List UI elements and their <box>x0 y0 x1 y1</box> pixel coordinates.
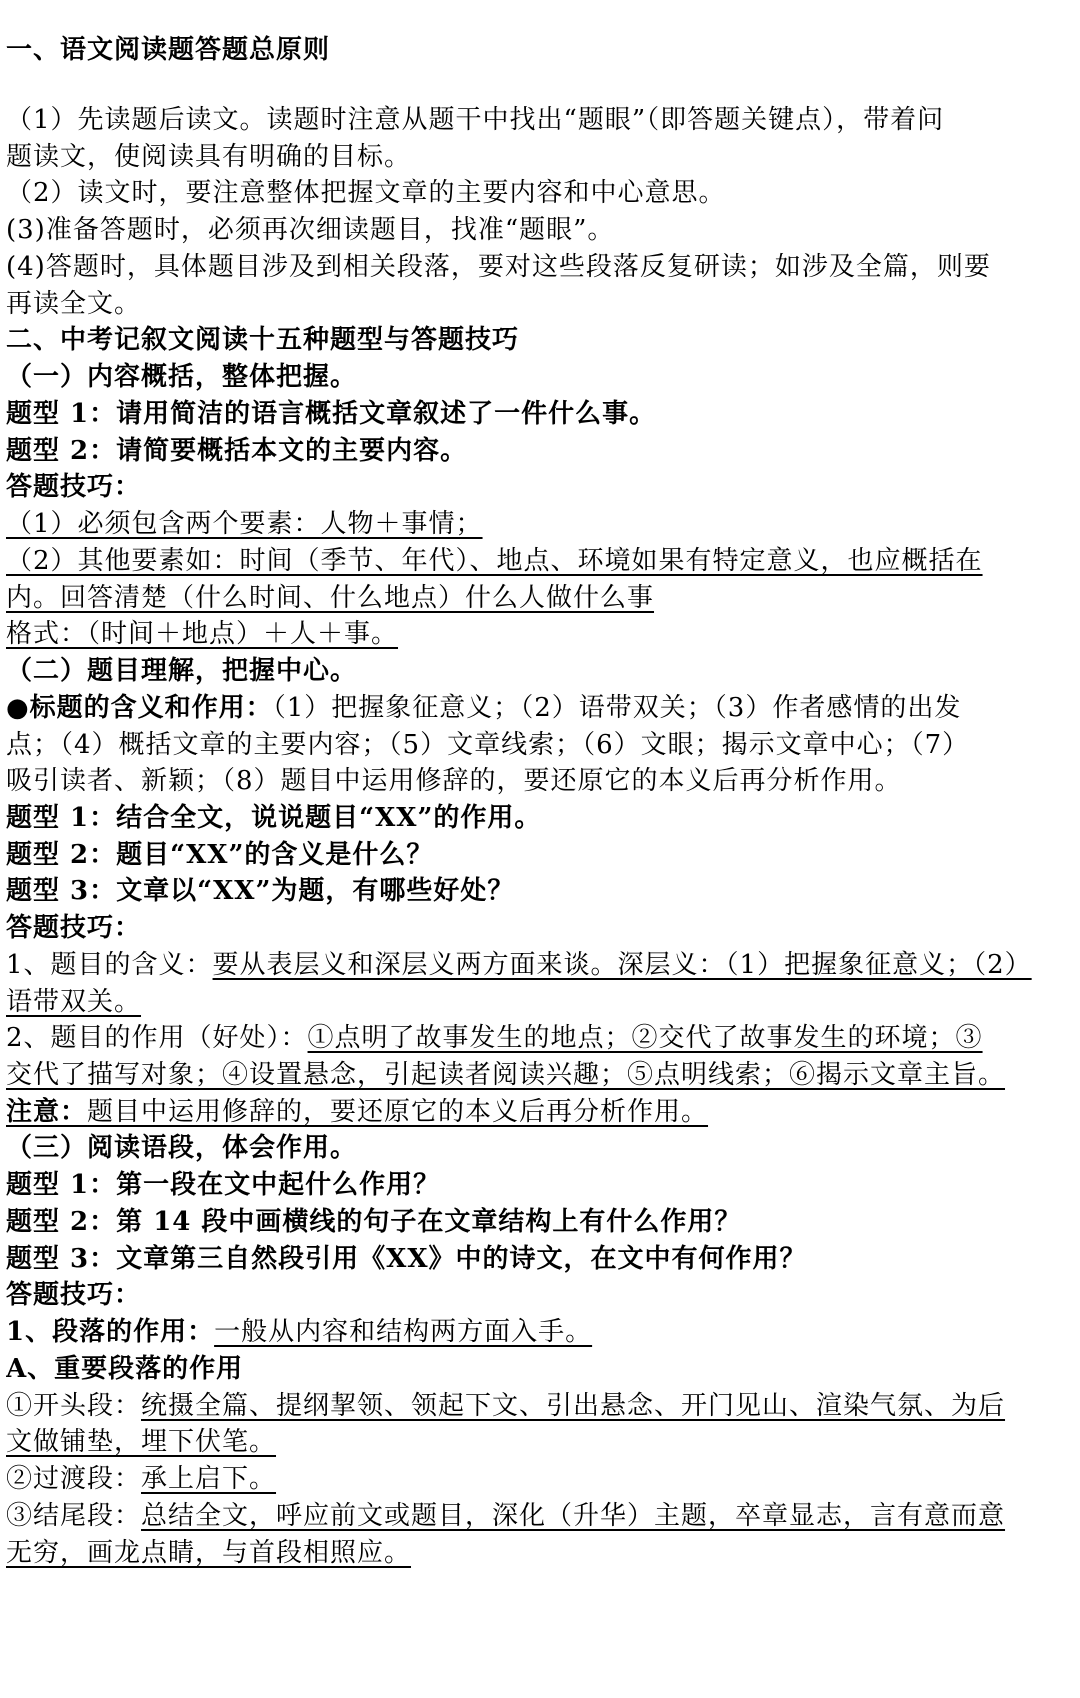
text-segment: 总结全文，呼应前文或题目，深化（升华）主题，卒章显志，言有意而意 <box>141 1501 1006 1531</box>
text-line <box>6 800 1072 836</box>
text-line <box>6 1130 1072 1166</box>
text-segment: 题型 3：文章以“XX”为题，有哪些好处？ <box>6 876 515 906</box>
text-segment: ①开头段： <box>6 1391 142 1421</box>
text-segment: 二、中考记叙文阅读十五种题型与答题技巧 <box>6 325 520 355</box>
text-segment: 题型 1：请用简洁的语言概括文章叙述了一件什么事。 <box>6 399 657 429</box>
text-segment: （一）内容概括，整体把握。 <box>6 362 358 392</box>
text-segment: ②过渡段： <box>6 1464 142 1494</box>
text-segment: 题型 1：结合全文，说说题目“XX”的作用。 <box>6 803 542 833</box>
text-segment: 要从表层义和深层义两方面来谈。深层义：（1）把握象征意义；（2） <box>212 950 1032 980</box>
text-line <box>6 1461 1072 1497</box>
text-segment: 再读全文。 <box>6 289 142 319</box>
text-line <box>6 1535 1072 1571</box>
text-line <box>6 506 1072 542</box>
text-segment: 答题技巧： <box>6 913 142 943</box>
text-line <box>6 837 1072 873</box>
text-segment: 题型 2：请简要概括本文的主要内容。 <box>6 436 468 466</box>
text-segment: 吸引读者、新颖；（8）题目中运用修辞的，要还原它的本义后再分析作用。 <box>6 766 902 796</box>
text-segment: A、重要段落的作用 <box>6 1354 244 1384</box>
text-segment: （1）把握象征意义；（2）语带双关；（3）作者感情的出发 <box>272 693 962 723</box>
text-segment: （2）其他要素如：时间（季节、年代）、地点、环境如果有特定意义，也应概括在 <box>6 546 983 576</box>
text-line <box>6 1277 1072 1313</box>
text-line <box>6 1167 1072 1203</box>
text-line <box>6 580 1072 616</box>
text-segment: (3)准备答题时，必须再次细读题目，找准“题眼”。 <box>6 215 615 245</box>
text-line <box>6 653 1072 689</box>
text-line <box>6 690 1072 726</box>
text-line <box>6 947 1072 983</box>
text-line <box>6 1241 1072 1277</box>
text-segment: （三）阅读语段，体会作用。 <box>6 1133 358 1163</box>
text-line <box>6 359 1072 395</box>
text-line <box>6 1424 1072 1460</box>
text-segment: (4)答题时，具体题目涉及到相关段落，要对这些段落反复研读；如涉及全篇，则要 <box>6 252 991 282</box>
text-line <box>6 616 1072 652</box>
text-segment: （二）题目理解，把握中心。 <box>6 656 358 686</box>
text-segment: （1）先读题后读文。读题时注意从题干中找出“题眼”（即答题关键点），带着问 <box>6 105 945 135</box>
text-line <box>6 873 1072 909</box>
text-line <box>6 910 1072 946</box>
text-line <box>6 1094 1072 1130</box>
text-line <box>6 984 1072 1020</box>
text-segment: 1、段落的作用： <box>6 1317 215 1347</box>
text-segment: 一、语文阅读题答题总原则 <box>6 35 331 65</box>
text-segment: 题型 3：文章第三自然段引用《XX》中的诗文，在文中有何作用？ <box>6 1244 807 1274</box>
text-line <box>6 1020 1072 1056</box>
text-line <box>6 1351 1072 1387</box>
text-segment: （2）读文时，要注意整体把握文章的主要内容和中心意思。 <box>6 178 726 208</box>
text-line <box>6 763 1072 799</box>
text-line <box>6 322 1072 358</box>
text-segment: ①点明了故事发生的地点；②交代了故事发生的环境；③ <box>307 1023 983 1053</box>
text-segment: 无穷，画龙点睛，与首段相照应。 <box>6 1538 412 1568</box>
text-line <box>6 543 1072 579</box>
text-line <box>6 249 1072 285</box>
text-segment: 交代了描写对象；④设置悬念，引起读者阅读兴趣；⑤点明线索；⑥揭示文章主旨。 <box>6 1060 1006 1090</box>
text-line <box>6 469 1072 505</box>
text-segment: 文做铺垫，埋下伏笔。 <box>6 1427 277 1457</box>
text-segment: 答题技巧： <box>6 1280 142 1310</box>
text-line <box>6 727 1072 763</box>
text-segment: 题型 2：第 14 段中画横线的句子在文章结构上有什么作用？ <box>6 1207 742 1237</box>
text-line <box>6 212 1072 248</box>
text-line <box>6 175 1072 211</box>
text-line <box>6 433 1072 469</box>
text-segment: 点；（4）概括文章的主要内容；（5）文章线索；（6）文眼；揭示文章中心；（7） <box>6 730 970 760</box>
text-segment: ●标题的含义和作用： <box>6 693 273 723</box>
text-segment: 一般从内容和结构两方面入手。 <box>214 1317 593 1347</box>
text-line <box>6 1204 1072 1240</box>
text-segment: 答题技巧： <box>6 472 142 502</box>
text-segment: 语带双关。 <box>6 987 142 1017</box>
text-line <box>6 1314 1072 1350</box>
text-segment: 题型 2：题目“XX”的含义是什么？ <box>6 840 434 870</box>
text-line <box>6 32 1072 68</box>
text-line <box>6 1388 1072 1424</box>
text-segment: 题型 1：第一段在文中起什么作用？ <box>6 1170 441 1200</box>
text-line <box>6 139 1072 175</box>
text-segment: 承上启下。 <box>141 1464 277 1494</box>
text-line <box>6 102 1072 138</box>
text-segment: 题读文，使阅读具有明确的目标。 <box>6 142 412 172</box>
text-line <box>6 1498 1072 1534</box>
text-segment: 格式：（时间＋地点）＋人＋事。 <box>6 619 399 649</box>
text-segment: 题目中运用修辞的，要还原它的本义后再分析作用。 <box>87 1097 709 1127</box>
text-segment: 注意： <box>6 1097 88 1127</box>
text-segment: 2、题目的作用（好处）： <box>6 1023 308 1053</box>
text-segment: （1）必须包含两个要素：人物＋事情； <box>6 509 483 539</box>
text-line <box>6 1057 1072 1093</box>
text-segment: 统摄全篇、提纲挈领、领起下文、引出悬念、开门见山、渲染气氛、为后 <box>141 1391 1006 1421</box>
text-line <box>6 286 1072 322</box>
text-segment: ③结尾段： <box>6 1501 142 1531</box>
text-segment: 1、题目的含义： <box>6 950 213 980</box>
text-segment: 内。回答清楚（什么时间、什么地点）什么人做什么事 <box>6 583 655 613</box>
text-line <box>6 396 1072 432</box>
